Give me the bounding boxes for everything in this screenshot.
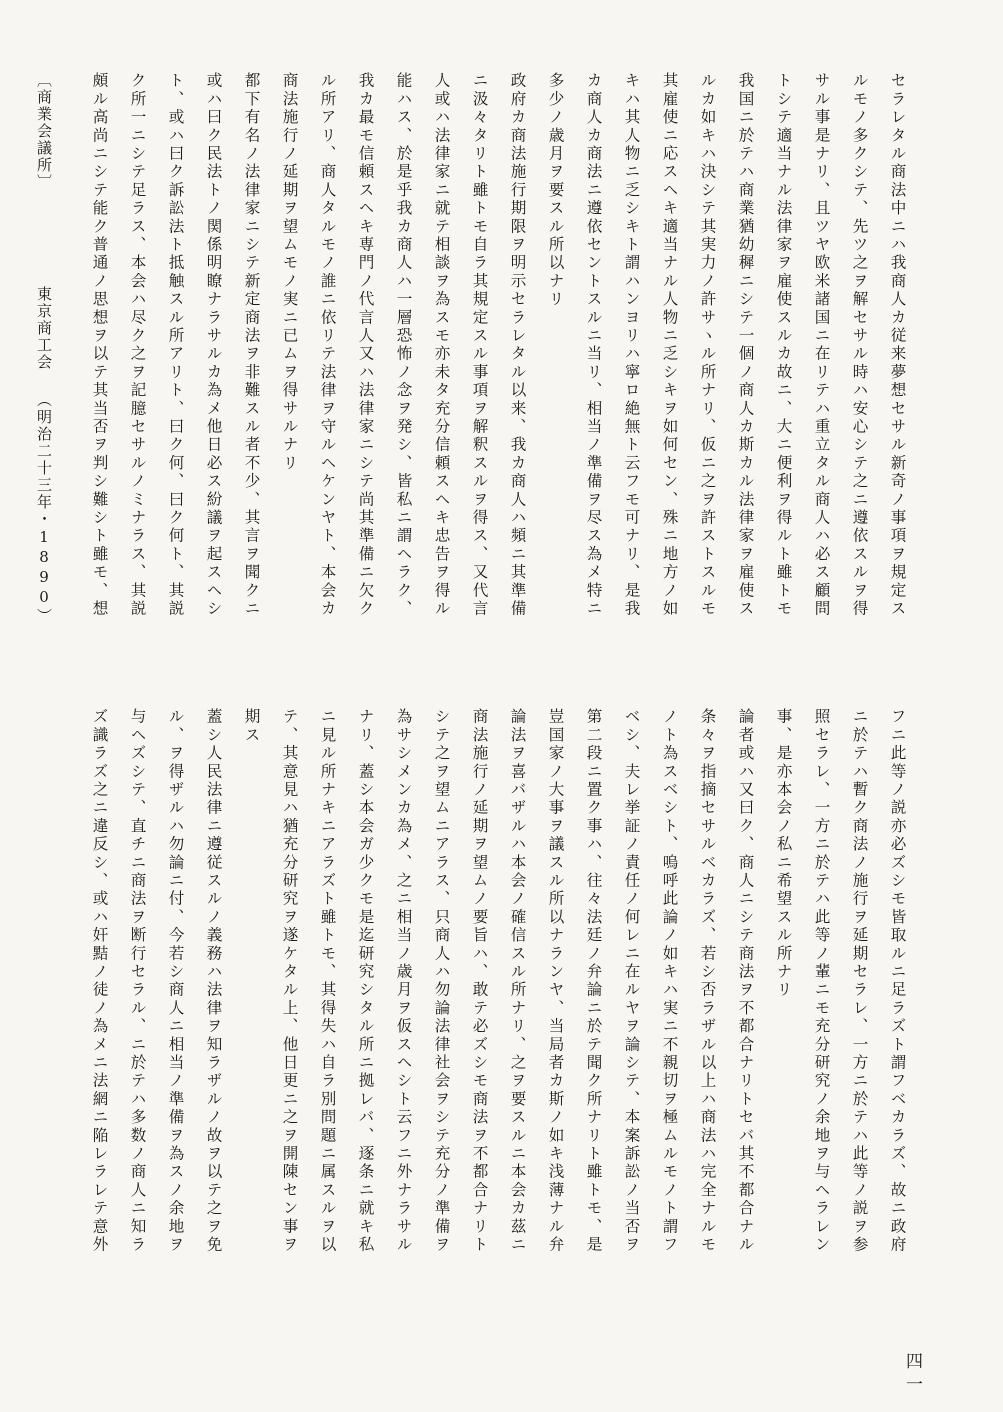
text-column: フニ此等ノ説亦必ズシモ皆取ルニ足ラズト謂フベカラズ、故ニ政府 [888,708,907,1254]
text-column: 我カ最モ信頼スヘキ専門ノ代言人又ハ法律家ニシテ尚其準備ニ欠ク [356,72,375,618]
text-column: ノト為スベシト、嗚呼此論ノ如キハ実ニ不親切ヲ極ムルモノト謂フ [660,708,679,1254]
text-column: ト、或ハ曰ク訴訟法ト抵触スル所アリト、曰ク何、曰ク何ト、其説 [166,72,185,618]
text-column: ニ於テハ暫ク商法ノ施行ヲ延期セラレ、一方ニ於テハ此等ノ説ヲ参 [850,708,869,1254]
text-column: 商法施行ノ延期ヲ望ムモノ実ニ已ムヲ得サルナリ [280,72,299,473]
caption-author: 東京商工会 [35,286,53,371]
text-column: 期ス [242,708,261,745]
text-column: セラレタル商法中ニハ我商人カ従来夢想セサル新奇ノ事項ヲ規定ス [888,72,907,618]
text-column: 条々ヲ指摘セサルベカラズ、若シ否ラザル以上ハ商法ハ完全ナルモ [698,708,717,1254]
text-column: 論者或ハ又曰ク、商人ニシテ商法ヲ不都合ナリトセバ其不都合ナル [736,708,755,1254]
text-column: テ、其意見ハ猶充分研究ヲ遂ケタル上、他日更ニ之ヲ開陳セン事ヲ [280,708,299,1254]
caption-date: （明治二十三年・1890） [35,392,53,625]
page-number: 四一 [902,1352,922,1398]
text-column: 其雇使ニ応スヘキ適当ナル人物ニ乏シキヲ如何セン、殊ニ地方ノ如 [660,72,679,618]
text-column: キハ其人物ニ乏シキト謂ハンヨリハ寧ロ絶無ト云フモ可ナリ、是我 [622,72,641,618]
text-column: ズ識ラズ之ニ違反シ、或ハ奸黠ノ徒ノ為メニ法網ニ陥レラレテ意外 [90,708,109,1254]
text-column: ベシ、夫レ挙証ノ責任ノ何レニ在ルヤヲ論シテ、本案訴訟ノ当否ヲ [622,708,641,1254]
text-column: ク所一ニシテ足ラス、本会ハ尽ク之ヲ記臆セサルノミナラス、其説 [128,72,147,618]
text-column: ニ汲々タリト雖トモ自ラ其規定スル事項ヲ解釈スルヲ得ス、又代言 [470,72,489,618]
text-column: ル所アリ、商人タルモノ誰ニ依リテ法律ヲ守ルヘケンヤト、本会カ [318,72,337,618]
text-column: シテ之ヲ望ムニアラス、只商人ハ勿論法律社会ヲシテ充分ノ準備ヲ [432,708,451,1254]
text-column: トシテ適当ナル法律家ヲ雇使スルカ故ニ、大ニ便利ヲ得ルト雖トモ [774,72,793,618]
text-column: サル事是ナリ、且ツヤ欧米諸国ニ在リテハ重立タル商人ハ必ス顧問 [812,72,831,618]
text-column: 都下有名ノ法律家ニシテ新定商法ヲ非難スル者不少、其言ヲ聞クニ [242,72,261,618]
text-column: ナリ、蓋シ本会ガ少クモ是迄研究シタル所ニ拠レバ、逐条ニ就キ私 [356,708,375,1254]
text-column: 事、是亦本会ノ私ニ希望スル所ナリ [774,708,793,1000]
text-column: 論法ヲ喜バザルハ本会ノ確信スル所ナリ、之ヲ要スルニ本会カ茲ニ [508,708,527,1254]
text-column: 我国ニ於テハ商業猶幼穉ニシテ一個ノ商人カ斯カル法律家ヲ雇使ス [736,72,755,618]
text-column: 与ヘズシテ、直チニ商法ヲ断行セラル、ニ於テハ多数ノ商人ニ知ラ [128,708,147,1254]
text-column: カ商人カ商法ニ遵依セントスルニ当リ、相当ノ準備ヲ尽ス為メ特ニ [584,72,603,618]
text-column: 為サシメンカ為メ、之ニ相当ノ歳月ヲ仮スヘシト云フニ外ナラサル [394,708,413,1254]
text-column: 豈国家ノ大事ヲ議スル所以ナランヤ、当局者カ斯ノ如キ浅薄ナル弁 [546,708,565,1254]
text-column: 第二段ニ置ク事ハ、往々法廷ノ弁論ニ於テ聞ク所ナリト雖トモ、是 [584,708,603,1254]
text-column: 政府カ商法施行期限ヲ明示セラレタル以来、我カ商人ハ頻ニ其準備 [508,72,527,618]
text-column: ニ見ル所ナキニアラズト雖トモ、其得失ハ自ラ別問題ニ属スルヲ以 [318,708,337,1254]
text-column: 或ハ曰ク民法トノ関係明瞭ナラサルカ為メ他日必ス紛議ヲ起スヘシ [204,72,223,618]
text-column: ルカ如キハ決シテ其実力ノ許サヽル所ナリ、仮ニ之ヲ許ストスルモ [698,72,717,618]
text-column: 頗ル高尚ニシテ能ク普通ノ思想ヲ以テ其当否ヲ判シ難シト雖モ、想 [90,72,109,618]
text-column: 多少ノ歳月ヲ要スル所以ナリ [546,72,565,309]
text-column: ル、ヲ得ザルハ勿論ニ付、今若シ商人ニ相当ノ準備ヲ為スノ余地ヲ [166,708,185,1254]
text-column: 蓋シ人民法律ニ遵従スルノ義務ハ法律ヲ知ラザルノ故ヲ以テ之ヲ免 [204,708,223,1254]
text-column: 人或ハ法律家ニ就テ相談ヲ為スモ亦未タ充分信頼スヘキ忠告ヲ得ル [432,72,451,618]
caption-source: 〔商業会議所〕 [35,72,53,191]
text-column: 能ハス、於是乎我カ商人ハ一層恐怖ノ念ヲ発シ、皆私ニ謂ヘラク、 [394,72,413,618]
text-column: 商法施行ノ延期ヲ望ムノ要旨ハ、敢テ必ズシモ商法ヲ不都合ナリト [470,708,489,1254]
text-column: 照セラレ、一方ニ於テハ此等ノ輩ニモ充分研究ノ余地ヲ与ヘラレン [812,708,831,1254]
text-column: ルモノ多クシテ、先ツ之ヲ解セサル時ハ安心シテ之ニ遵依スルヲ得 [850,72,869,618]
